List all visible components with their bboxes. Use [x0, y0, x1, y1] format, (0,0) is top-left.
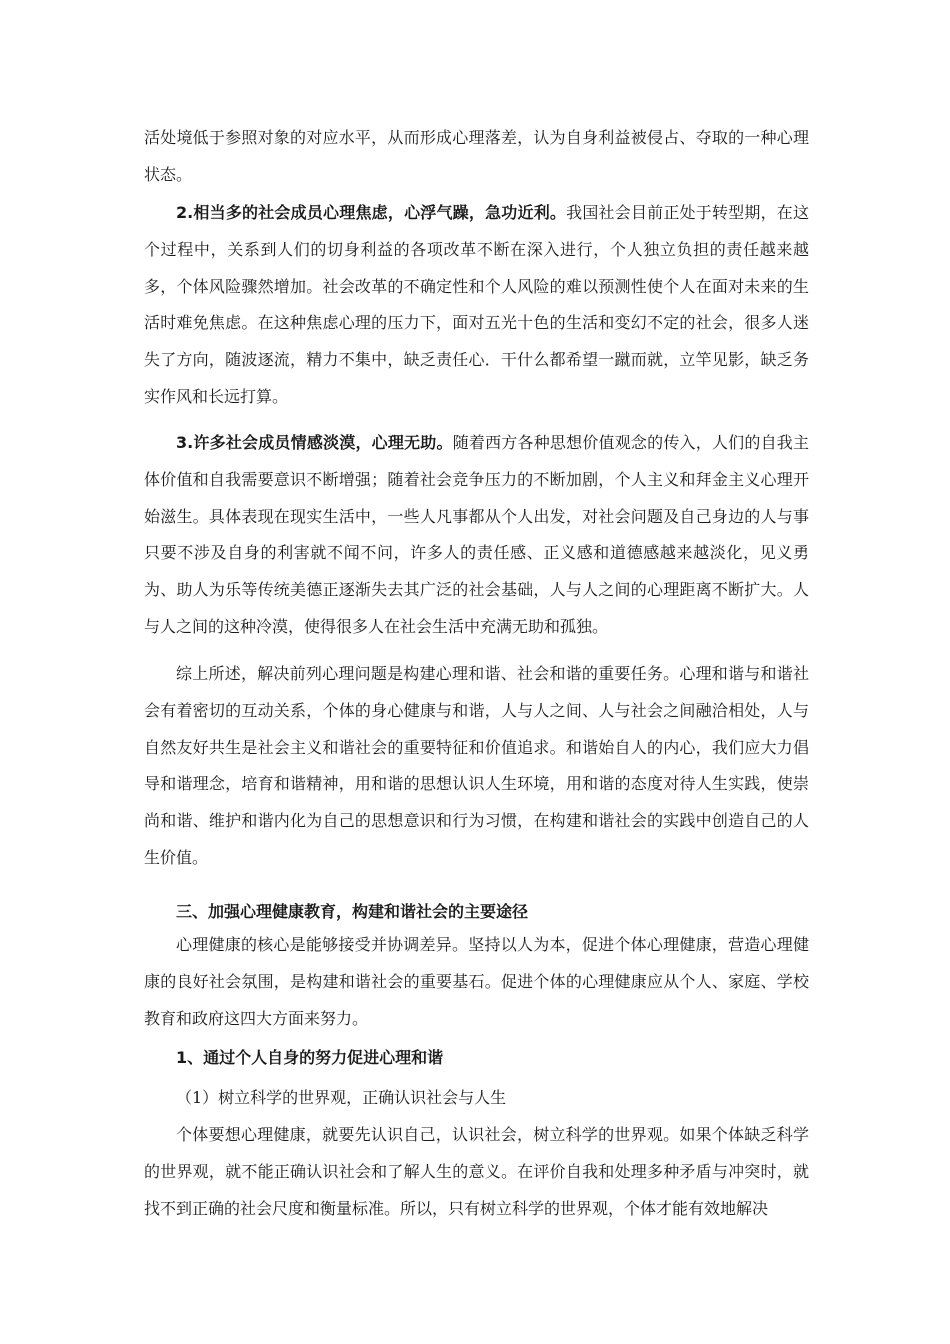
paragraph-summary: 综上所述，解决前列心理问题是构建心理和谐、社会和谐的重要任务。心理和谐与和谐社会有着密切的互动关系，个体的身心健康与和谐，人与人之间、人与社会之间融洽相处，人与自然友好共生是社会主义和谐社会的重要特征和价值追求。和谐始自人的内心，我们应大力倡导和谐理念，培育和谐精神，用和谐的思想认识人生环境，用和谐的态度对待人生实践，使崇尚和谐、维护和谐内化为自己的思想意识和行为习惯，在构建和谐社会的实践中创造自己的人生价值。	[144, 664, 809, 867]
paragraph-body: 随着西方各种思想价值观念的传入，人们的自我主体价值和自我需要意识不断增强；随着社会竞争压力的不断加剧，个人主义和拜金主义心理开始滋生。具体表现在现实生活中，一些人凡事都从个人出发，对社会问题及自己身边的人与事只要不涉及自身的利害就不闻不问，许多人的责任感、正义感和道德感越来越淡化，见义勇为、助人为乐等传统美德正逐渐失去其广泛的社会基础，人与人之间的心理距离不断扩大。人与人之间的这种冷漠，使得很多人在社会生活中充满无助和孤独。	[144, 433, 809, 636]
subsection-heading: 1、通过个人自身的努力促进心理和谐	[176, 1048, 444, 1067]
paragraph-lead: 2.相当多的社会成员心理焦虑，心浮气躁，急功近利。	[176, 203, 567, 222]
paragraph-lead: 3.许多社会成员情感淡漠，心理无助。	[176, 433, 453, 452]
paragraph-continued: 活处境低于参照对象的对应水平，从而形成心理落差，认为自身利益被侵占、夺取的一种心理状态。	[144, 128, 809, 184]
paragraph-worldview: 个体要想心理健康，就要先认识自己，认识社会，树立科学的世界观。如果个体缺乏科学的世界观，就不能正确认识社会和了解人生的意义。在评价自我和处理多种矛盾与冲突时，就找不到正确的社会尺度和衡量标准。所以，只有树立科学的世界观，个体才能有效地解决	[144, 1125, 809, 1218]
paragraph-core: 心理健康的核心是能够接受并协调差异。坚持以人为本，促进个体心理健康，营造心理健康的良好社会氛围，是构建和谐社会的重要基石。促进个体的心理健康应从个人、家庭、学校教育和政府这四大方面来努力。	[144, 935, 809, 1028]
paragraph-indifference	[144, 425, 809, 646]
paragraph-body: 我国社会目前正处于转型期，在这个过程中，关系到人们的切身利益的各项改革不断在深入进行，个人独立负担的责任越来越多，个体风险骤然增加。社会改革的不确定性和个人风险的难以预测性使个人在面对未来的生活时难免焦虑。在这种焦虑心理的压力下，面对五光十色的生活和变幻不定的社会，很多人迷失了方向，随波逐流，精力不集中，缺乏责任心．干什么都希望一蹴而就，立竿见影，缺乏务实作风和长远打算。	[144, 203, 809, 406]
sub-subsection-heading: （1）树立科学的世界观，正确认识社会与人生	[176, 1088, 507, 1107]
paragraph-anxiety	[144, 195, 809, 416]
section-heading: 三、加强心理健康教育，构建和谐社会的主要途径	[176, 902, 529, 921]
